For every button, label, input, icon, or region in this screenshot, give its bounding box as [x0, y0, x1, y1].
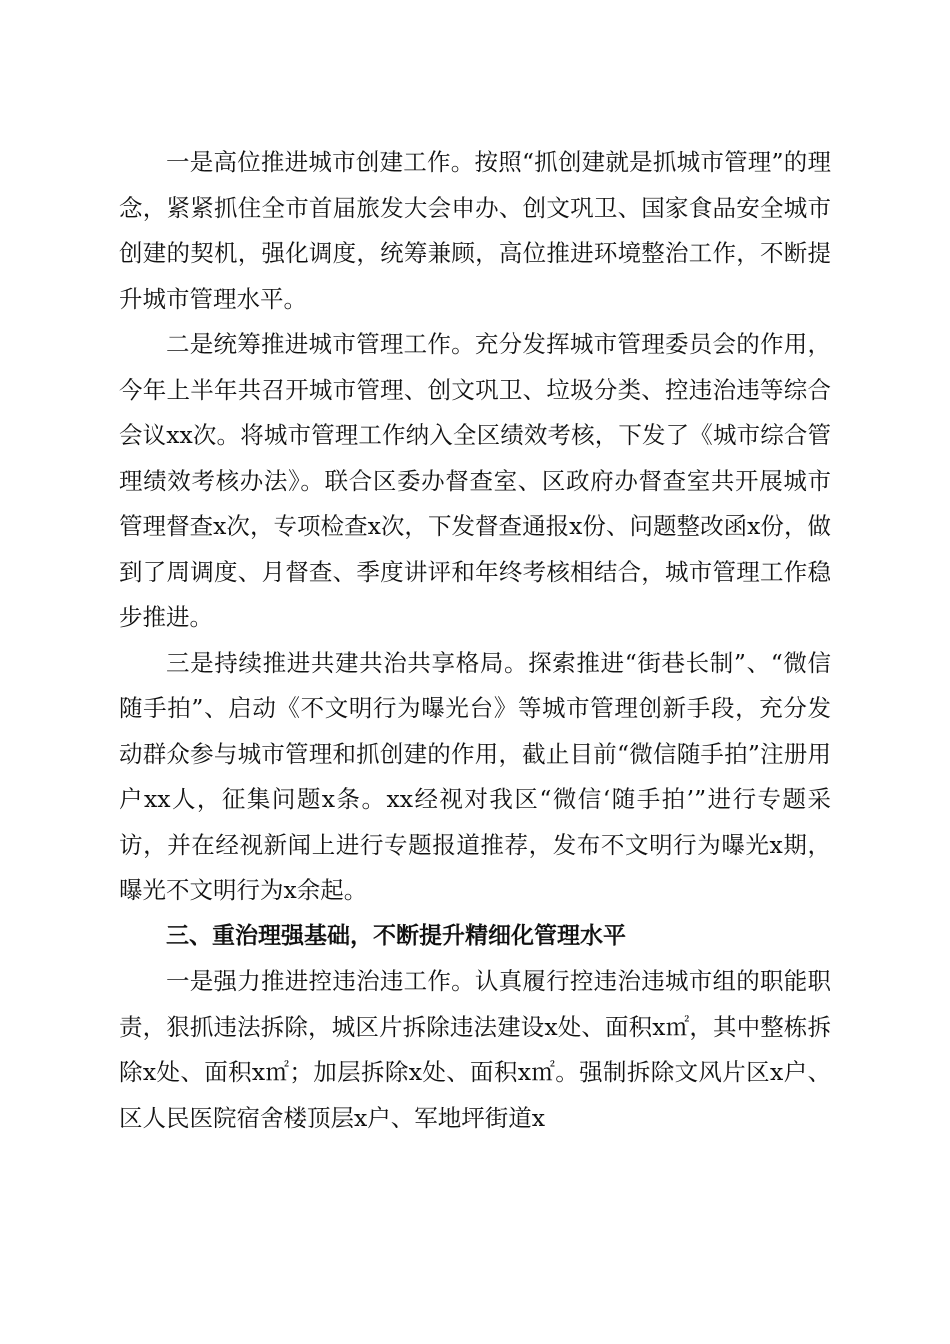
paragraph-text: 认真履行控违治违城市组的职能职责，狠抓违法拆除，城区片拆除违法建设x处、面积x㎡，其中整栋拆除x处、面积x㎡；加层拆除x处、面积x㎡。强制拆除文风片区x户、区人民医院宿舍楼顶层x户、军地坪街道x: [119, 967, 832, 1132]
paragraph-lead: 二是统筹推进城市管理工作。: [166, 330, 475, 358]
paragraph-city-management: [119, 322, 831, 641]
section-heading: 三、重治理强基础，不断提升精细化管理水平: [166, 922, 626, 949]
paragraph-text: 探索推进“街巷长制”、“微信随手拍”、启动《不文明行为曝光台》等城市管理创新手段，充分发动群众参与城市管理和抓创建的作用，截止目前“微信随手拍”注册用户xx人，征集问题x条。xx经视对我区“微信‘随手拍’”进行专题采访，并在经视新闻上进行专题报道推荐，发布不文明行为曝光x期，曝光不文明行为x余起。: [119, 648, 832, 904]
paragraph-lead: 一是高位推进城市创建工作。: [166, 148, 475, 176]
document-body: [119, 140, 831, 1141]
paragraph-text: 按照“抓创建就是抓城市管理”的理念，紧紧抓住全市首届旅发大会申办、创文巩卫、国家食品安全城市创建的契机，强化调度，统筹兼顾，高位推进环境整治工作，不断提升城市管理水平。: [119, 148, 832, 313]
paragraph-lead: 三是持续推进共建共治共享格局。: [166, 648, 529, 677]
paragraph-illegal-construction: [119, 959, 831, 1141]
paragraph-text: 充分发挥城市管理委员会的作用，今年上半年共召开城市管理、创文巩卫、垃圾分类、控违治违等综合会议xx次。将城市管理工作纳入全区绩效考核，下发了《城市综合管理绩效考核办法》。联合区委办督查室、区政府办督查室共开展城市管理督查x次，专项检查x次，下发督查通报x份、问题整改函x份，做到了周调度、月督查、季度讲评和年终考核相结合，城市管理工作稳步推进。: [119, 330, 832, 631]
paragraph-co-governance: [119, 641, 831, 914]
paragraph-city-creation: [119, 140, 831, 322]
paragraph-lead: 一是强力推进控违治违工作。: [166, 967, 475, 995]
